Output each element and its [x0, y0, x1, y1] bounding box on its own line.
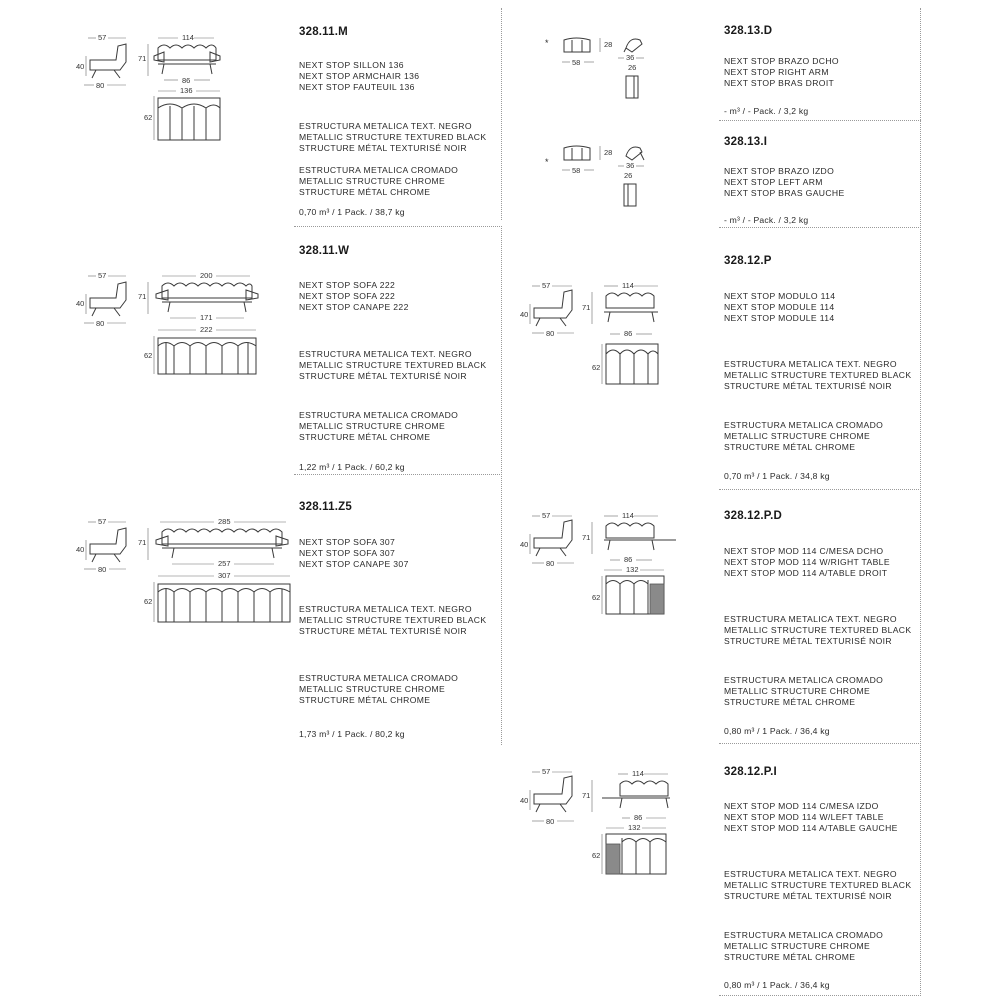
dim-side-height: 40: [520, 796, 529, 805]
finish-line-es: ESTRUCTURA METALICA TEXT. NEGRO: [724, 359, 897, 369]
finish-line-en: METALLIC STRUCTURE TEXTURED BLACK: [299, 615, 487, 626]
finish-line-es: ESTRUCTURA METALICA CROMADO: [724, 930, 884, 940]
product-code: 328.12.P: [724, 255, 772, 267]
product-code: 328.11.Z5: [299, 501, 352, 513]
pack-info: 0,70 m³ / 1 Pack. / 34,8 kg: [724, 471, 830, 481]
finish-line-es: ESTRUCTURA METALICA CROMADO: [299, 410, 459, 420]
finish-line-es: ESTRUCTURA METALICA CROMADO: [724, 420, 884, 430]
name-fr: NEXT STOP FAUTEUIL 136: [299, 82, 415, 93]
dim-plan-depth: 62: [144, 597, 153, 606]
dim-plan-width: 132: [626, 565, 639, 574]
finish-line-fr: STRUCTURE MÉTAL CHROME: [299, 432, 431, 443]
product-drawing-328-11-w: [74, 268, 294, 378]
finish-line-es: ESTRUCTURA METALICA CROMADO: [299, 165, 459, 175]
product-code: 328.11.W: [299, 245, 350, 257]
name-en: NEXT STOP MOD 114 W/LEFT TABLE: [724, 812, 884, 823]
product-drawing-328-12-p-d: [518, 510, 698, 620]
dim-front-base: 86: [624, 329, 633, 338]
pack-info: 0,80 m³ / 1 Pack. / 36,4 kg: [724, 980, 830, 990]
product-code: 328.13.D: [724, 25, 773, 37]
dim-side-depth: 57: [98, 271, 107, 280]
finish-line-fr: STRUCTURE MÉTAL CHROME: [724, 442, 856, 453]
dim-side-base: 80: [96, 319, 105, 328]
dim-front-top: 114: [622, 281, 634, 290]
technical-drawing-svg: [518, 766, 698, 878]
dim-side-depth: 57: [542, 511, 551, 520]
technical-drawing-svg: [74, 30, 294, 190]
dim-front-base: 171: [200, 313, 213, 322]
dim-arm-width: 58: [572, 58, 581, 67]
product-names: [724, 166, 845, 200]
name-en: NEXT STOP ARMCHAIR 136: [299, 71, 420, 82]
product-drawing-328-11-z5: [74, 514, 294, 624]
dim-front-height: 71: [582, 303, 591, 312]
product-names: [299, 280, 409, 314]
dim-side-height: 40: [520, 310, 529, 319]
name-fr: NEXT STOP CANAPE 222: [299, 302, 409, 313]
product-names: [724, 801, 898, 835]
dim-side-base: 80: [96, 81, 105, 90]
dim-front-base: 86: [182, 76, 191, 85]
name-fr: NEXT STOP BRAS DROIT: [724, 78, 835, 89]
dim-plan-width: 132: [628, 823, 641, 832]
technical-drawing-svg: [558, 32, 668, 102]
pack-info: - m³ / - Pack. / 3,2 kg: [724, 215, 809, 225]
finish-black: [299, 349, 486, 383]
product-names: [724, 546, 890, 580]
finish-line-es: ESTRUCTURA METALICA TEXT. NEGRO: [299, 604, 472, 614]
finish-line-en: METALLIC STRUCTURE TEXTURED BLACK: [724, 880, 912, 891]
dim-plan-depth: 62: [144, 113, 153, 122]
product-code: 328.11.M: [299, 26, 348, 38]
finish-line-es: ESTRUCTURA METALICA TEXT. NEGRO: [724, 869, 897, 879]
finish-line-fr: STRUCTURE MÉTAL TEXTURISÉ NOIR: [299, 626, 467, 637]
pack-info: 1,22 m³ / 1 Pack. / 60,2 kg: [299, 462, 405, 472]
technical-drawing-svg: [74, 514, 294, 624]
finish-line-es: ESTRUCTURA METALICA CROMADO: [299, 673, 459, 683]
dim-side-height: 40: [76, 545, 85, 554]
dim-arm-depth: 36: [626, 161, 635, 170]
product-names: [724, 56, 839, 90]
name-fr: NEXT STOP BRAS GAUCHE: [724, 188, 845, 199]
dim-arm-plan: 26: [624, 171, 633, 180]
product-drawing-328-13-i: [558, 140, 668, 210]
finish-line-fr: STRUCTURE MÉTAL CHROME: [299, 187, 431, 198]
finish-line-en: METALLIC STRUCTURE TEXTURED BLACK: [299, 360, 487, 371]
finish-chrome: [299, 410, 458, 444]
dim-front-top: 285: [218, 517, 231, 526]
finish-line-en: METALLIC STRUCTURE CHROME: [724, 431, 871, 442]
dim-side-height: 40: [520, 540, 529, 549]
name-en: NEXT STOP LEFT ARM: [724, 177, 823, 188]
product-info-328-12-p-i: [719, 743, 921, 996]
name-en: NEXT STOP RIGHT ARM: [724, 67, 829, 78]
dim-front-top: 114: [622, 511, 634, 520]
dim-plan-width: 307: [218, 571, 231, 580]
finish-line-fr: STRUCTURE MÉTAL CHROME: [724, 697, 856, 708]
dim-front-top: 200: [200, 271, 213, 280]
dim-front-height: 71: [138, 292, 147, 301]
finish-chrome: [724, 420, 883, 454]
dim-plan-width: 136: [180, 86, 193, 95]
product-names: [299, 537, 409, 571]
dim-plan-depth: 62: [592, 851, 601, 860]
dim-front-base: 86: [634, 813, 643, 822]
finish-line-es: ESTRUCTURA METALICA TEXT. NEGRO: [299, 349, 472, 359]
technical-drawing-svg: [518, 280, 698, 390]
name-en: NEXT STOP SOFA 307: [299, 548, 396, 559]
dim-front-top: 114: [182, 33, 194, 42]
product-names: [299, 60, 419, 94]
dim-front-height: 71: [138, 54, 147, 63]
technical-drawing-svg: [74, 268, 294, 378]
finish-line-fr: STRUCTURE MÉTAL CHROME: [724, 952, 856, 963]
technical-drawing-svg: [518, 510, 698, 620]
dim-side-base: 80: [546, 559, 555, 568]
dim-plan-depth: 62: [592, 593, 601, 602]
dim-front-top: 114: [632, 769, 644, 778]
dim-side-depth: 57: [98, 517, 107, 526]
dim-side-base: 80: [98, 565, 107, 574]
product-info-328-11-w: [294, 226, 502, 475]
finish-line-fr: STRUCTURE MÉTAL TEXTURISÉ NOIR: [299, 371, 467, 382]
name-es: NEXT STOP MOD 114 C/MESA IZDO: [724, 801, 879, 811]
dim-side-depth: 57: [98, 33, 107, 42]
finish-line-fr: STRUCTURE MÉTAL TEXTURISÉ NOIR: [724, 891, 892, 902]
finish-line-en: METALLIC STRUCTURE CHROME: [299, 684, 446, 695]
dim-front-height: 71: [138, 538, 147, 547]
dim-plan-depth: 62: [592, 363, 601, 372]
dim-front-height: 71: [582, 791, 591, 800]
dim-front-base: 86: [624, 555, 633, 564]
product-info-328-11-m: [294, 8, 502, 220]
name-es: NEXT STOP BRAZO IZDO: [724, 166, 835, 176]
finish-line-en: METALLIC STRUCTURE TEXTURED BLACK: [299, 132, 487, 143]
finish-line-en: METALLIC STRUCTURE TEXTURED BLACK: [724, 625, 912, 636]
finish-line-es: ESTRUCTURA METALICA TEXT. NEGRO: [724, 614, 897, 624]
product-info-328-13-d: [719, 8, 921, 120]
finish-black: [724, 869, 911, 903]
finish-black: [299, 604, 486, 638]
finish-black: [724, 359, 911, 393]
product-drawing-328-13-d: [558, 32, 668, 102]
dim-side-height: 40: [76, 299, 85, 308]
marker-asterisk: *: [545, 38, 549, 48]
finish-line-fr: STRUCTURE MÉTAL TEXTURISÉ NOIR: [724, 636, 892, 647]
finish-line-en: METALLIC STRUCTURE CHROME: [299, 176, 446, 187]
product-code: 328.12.P.D: [724, 510, 783, 522]
product-names: [724, 291, 835, 325]
dim-arm-plan: 26: [628, 63, 637, 72]
finish-line-en: METALLIC STRUCTURE CHROME: [724, 941, 871, 952]
finish-chrome: [299, 673, 458, 707]
finish-black: [724, 614, 911, 648]
dim-side-depth: 57: [542, 767, 551, 776]
product-code: 328.12.P.I: [724, 766, 777, 778]
marker-asterisk: *: [545, 157, 549, 167]
name-es: NEXT STOP BRAZO DCHO: [724, 56, 839, 66]
pack-info: 1,73 m³ / 1 Pack. / 80,2 kg: [299, 729, 405, 739]
dim-front-base: 257: [218, 559, 231, 568]
dim-plan-depth: 62: [144, 351, 153, 360]
pack-info: 0,70 m³ / 1 Pack. / 38,7 kg: [299, 207, 405, 217]
dim-arm-height: 28: [604, 40, 613, 49]
finish-chrome: [299, 165, 458, 199]
finish-chrome: [724, 930, 883, 964]
dim-side-depth: 57: [542, 281, 551, 290]
finish-black: [299, 121, 486, 155]
finish-line-es: ESTRUCTURA METALICA CROMADO: [724, 675, 884, 685]
dim-side-base: 80: [546, 329, 555, 338]
finish-line-fr: STRUCTURE MÉTAL TEXTURISÉ NOIR: [724, 381, 892, 392]
product-drawing-328-12-p: [518, 280, 698, 390]
finish-line-es: ESTRUCTURA METALICA TEXT. NEGRO: [299, 121, 472, 131]
name-es: NEXT STOP SOFA 222: [299, 280, 396, 290]
finish-line-fr: STRUCTURE MÉTAL TEXTURISÉ NOIR: [299, 143, 467, 154]
finish-line-en: METALLIC STRUCTURE CHROME: [724, 686, 871, 697]
name-es: NEXT STOP SOFA 307: [299, 537, 396, 547]
product-code: 328.13.I: [724, 136, 768, 148]
finish-line-en: METALLIC STRUCTURE CHROME: [299, 421, 446, 432]
product-info-328-12-p-d: [719, 489, 921, 744]
name-en: NEXT STOP MOD 114 W/RIGHT TABLE: [724, 557, 890, 568]
dim-plan-width: 222: [200, 325, 213, 334]
finish-line-en: METALLIC STRUCTURE TEXTURED BLACK: [724, 370, 912, 381]
name-fr: NEXT STOP MODULE 114: [724, 313, 835, 324]
technical-drawing-svg: [558, 140, 668, 210]
dim-arm-width: 58: [572, 166, 581, 175]
name-fr: NEXT STOP MOD 114 A/TABLE GAUCHE: [724, 823, 898, 834]
dim-side-base: 80: [546, 817, 555, 826]
dim-side-height: 40: [76, 62, 85, 71]
pack-info: 0,80 m³ / 1 Pack. / 36,4 kg: [724, 726, 830, 736]
product-drawing-328-11-m: [74, 30, 294, 190]
dim-front-height: 71: [582, 533, 591, 542]
product-info-328-12-p: [719, 227, 921, 490]
product-info-328-11-z5: [294, 474, 502, 745]
name-fr: NEXT STOP MOD 114 A/TABLE DROIT: [724, 568, 888, 579]
name-es: NEXT STOP SILLON 136: [299, 60, 404, 70]
product-drawing-328-12-p-i: [518, 766, 698, 878]
pack-info: - m³ / - Pack. / 3,2 kg: [724, 106, 809, 116]
finish-chrome: [724, 675, 883, 709]
name-en: NEXT STOP MODULE 114: [724, 302, 835, 313]
name-es: NEXT STOP MOD 114 C/MESA DCHO: [724, 546, 884, 556]
name-es: NEXT STOP MODULO 114: [724, 291, 836, 301]
name-en: NEXT STOP SOFA 222: [299, 291, 396, 302]
finish-line-fr: STRUCTURE MÉTAL CHROME: [299, 695, 431, 706]
dim-arm-depth: 36: [626, 53, 635, 62]
name-fr: NEXT STOP CANAPE 307: [299, 559, 409, 570]
product-info-328-13-i: [719, 120, 921, 228]
dim-arm-height: 28: [604, 148, 613, 157]
